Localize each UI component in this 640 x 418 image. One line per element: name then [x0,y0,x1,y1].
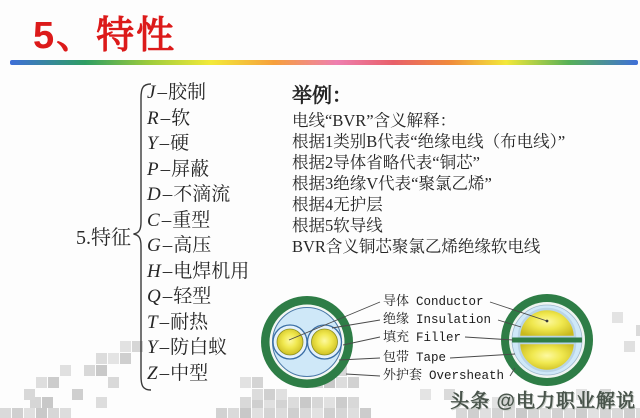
feature-item [147,310,249,336]
feature-meaning: 耐热 [170,311,209,333]
feature-separator: – [162,286,173,307]
feature-separator: – [157,82,167,103]
feature-meaning: 不滴流 [173,184,231,205]
center-separator [511,338,583,343]
example-line: 根据4无护层 [292,195,383,214]
feature-code: Y [147,133,158,154]
left-cable-cross-section [261,296,353,388]
feature-code: Q [147,286,161,307]
feature-meaning: 硬 [170,133,190,154]
label-oversheath-en: Oversheath [429,369,505,383]
watermark: 头条 @电力职业解说 [450,391,636,412]
example-heading: 举例： [292,85,352,107]
label-filler-zh: 填充 [383,329,410,344]
example-line: 根据3绝缘V代表“聚氯乙烯” [292,174,492,193]
right-cable-cross-section [501,294,593,386]
feature-meaning: 高压 [173,235,212,256]
page-title: 5、特性 [33,15,177,57]
leader-dot [546,320,549,323]
feature-item [147,182,249,208]
feature-separator: – [159,337,170,358]
feature-code: G [147,235,161,256]
conductor-core [312,329,338,355]
feature-meaning: 电焊机用 [173,260,250,282]
label-insulation-en: Insulation [416,313,492,327]
feature-separator: – [162,184,173,205]
feature-list [147,80,249,386]
label-conductor-zh: 导体 [383,293,410,308]
feature-item [147,80,249,106]
example-line: 根据2导体省略代表“铜芯” [292,153,480,172]
label-oversheath-zh: 外护套 [383,367,423,382]
feature-meaning: 软 [171,107,191,129]
feature-code: H [147,260,161,282]
feature-meaning: 重型 [172,209,211,231]
feature-separator: – [159,133,170,154]
label-filler-en: Filler [416,331,462,345]
feature-item [147,259,249,285]
feature-code: P [147,158,159,180]
feature-code: T [147,311,158,333]
feature-item [147,106,249,132]
feature-item [147,157,249,183]
example-line: 电线“BVR”含义解释： [292,111,457,130]
feature-separator: – [160,107,171,129]
label-conductor-en: Conductor [416,295,484,309]
label-tape-en: Tape [416,351,447,365]
feature-separator: – [160,158,171,180]
feature-group-label: 5.特征 [76,227,131,249]
feature-item [147,335,249,361]
feature-code: Y [147,337,158,358]
example-line: 根据5软导线 [292,216,383,235]
feature-separator: – [162,260,173,282]
label-insulation-zh: 绝缘 [383,311,410,326]
feature-separator: – [162,235,173,256]
feature-item [147,361,249,387]
rainbow-divider [10,60,638,65]
feature-code: J [147,82,156,103]
mosaic-decoration [0,0,11,11]
feature-meaning: 中型 [170,362,209,384]
feature-meaning: 屏蔽 [171,158,210,180]
conductor-core [277,329,303,355]
example-line: 根据1类别B代表“绝缘电线（布电线）” [292,132,566,151]
feature-meaning: 防白蚁 [170,337,228,358]
label-tape-zh: 包带 [383,349,410,364]
feature-item [147,233,249,259]
feature-code: D [147,184,161,205]
feature-meaning: 胶制 [167,82,206,103]
feature-item [147,131,249,157]
example-line: BVR含义铜芯聚氯乙烯绝缘软电线 [292,237,541,256]
feature-separator: – [159,311,170,333]
feature-separator: – [161,209,172,231]
example-block [292,84,574,258]
feature-item [147,208,249,234]
feature-code: C [147,209,160,231]
feature-meaning: 轻型 [173,286,212,307]
feature-code: Z [147,362,158,384]
feature-separator: – [159,362,170,384]
feature-code: R [147,107,159,129]
feature-item [147,284,249,310]
